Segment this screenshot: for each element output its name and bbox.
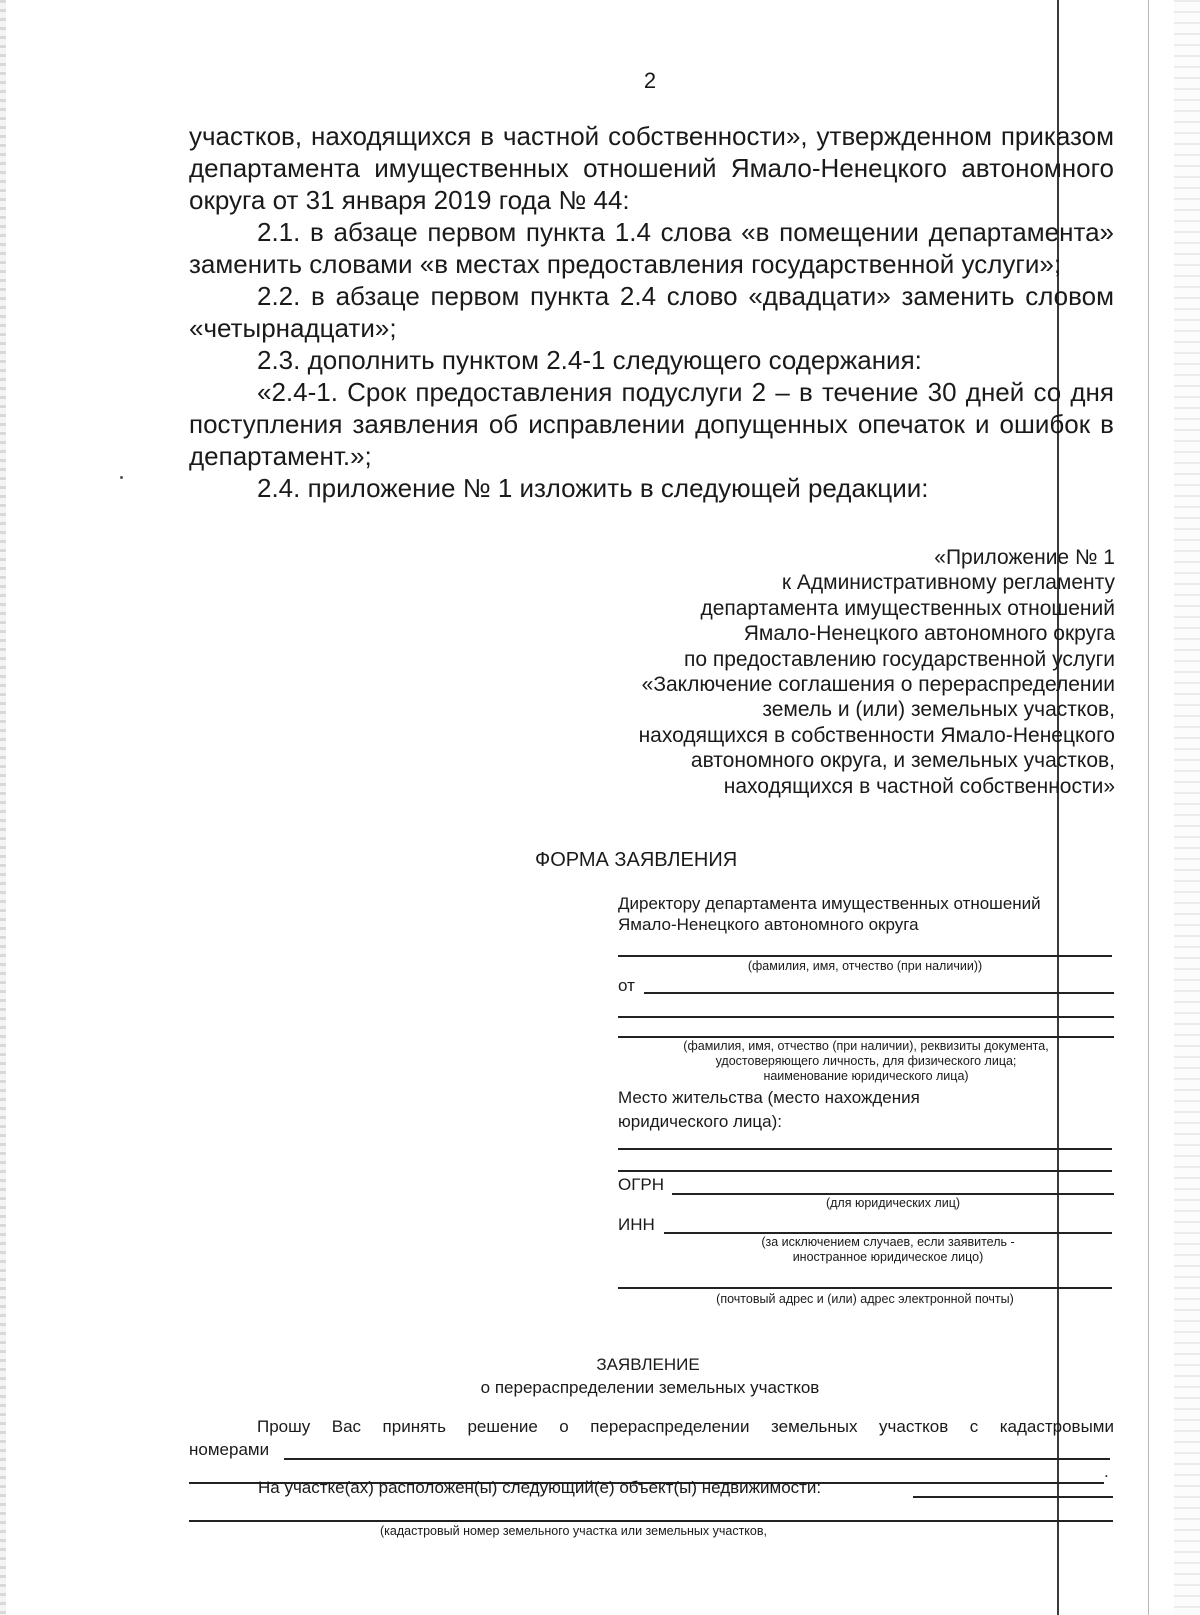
page-number: 2 [643,68,657,93]
applicant-caption-line-1: (фамилия, имя, отчество (при наличии), реквизиты документа, [683,1039,1049,1053]
appendix-heading [560,545,1115,799]
appendix-line: земель и (или) земельных участков, [762,698,1115,722]
inn-caption-line-1: (за исключением случаев, если заявитель - [761,1235,1015,1249]
address-caption: (почтовый адрес и (или) адрес электронной почты) [716,1292,1014,1306]
applicant-field-line-3[interactable] [618,1036,1114,1038]
cadastral-caption: (кадастровый номер земельного участка или земельных участков, [380,1524,767,1538]
appendix-line: находящихся в собственности Ямало-Ненецкого [638,723,1115,747]
appendix-line: находящихся в частной собственности» [723,774,1115,798]
residence-field-line-2[interactable] [618,1170,1112,1172]
ogrn-label: ОГРН [618,1175,665,1194]
appendix-line: к Административному регламенту [781,571,1115,595]
period-mark: . [1104,1462,1109,1481]
form-title: ФОРМА ЗАЯВЛЕНИЯ [535,849,738,871]
appendix-line: департамента имущественных отношений [700,596,1115,620]
numbers-label: номерами [189,1440,270,1459]
addressee-line-1: Директору департамента имущественных отношений [618,894,1041,913]
inn-label: ИНН [618,1215,655,1234]
applicant-caption [618,1039,1114,1084]
paragraph-2-3: 2.3. дополнить пунктом 2.4-1 следующего содержания: [257,345,922,375]
inn-field-line[interactable] [664,1232,1112,1234]
statement-subtitle: о перераспределении земельных участков [480,1378,820,1397]
paragraph-continuation: участков, находящихся в частной собственности», утвержденном приказом департамента имущественных отношений Ямало-Ненецкого автономного округа от 31 января 2019 года № 44: [189,121,1114,215]
objects-field-line-1[interactable] [913,1496,1113,1498]
appendix-line: «Заключение соглашения о перераспределении [641,673,1115,697]
objects-field-line-2[interactable] [189,1520,1113,1522]
ogrn-field-line[interactable] [672,1193,1114,1195]
residence-label-line-1: Место жительства (место нахождения [618,1088,920,1107]
residence-label [618,1086,1038,1134]
inn-caption-line-2: иностранное юридическое лицо) [792,1250,984,1264]
statement-title: ЗАЯВЛЕНИЕ [596,1355,700,1374]
appendix-line: автономного округа, и земельных участков, [690,749,1115,773]
paragraph-2-4: 2.4. приложение № 1 изложить в следующей редакции: [257,473,929,503]
request-line-1: Прошу Вас принять решение о перераспределении земельных участков с кадастровыми [257,1417,1114,1436]
applicant-caption-line-2: удостоверяющего личность, для физического лица; [715,1054,1017,1068]
scan-artifact-dot [120,476,123,479]
residence-label-line-2: юридического лица): [618,1112,783,1131]
addressee [618,893,1113,935]
paragraph-2-1: 2.1. в абзаце первом пункта 1.4 слова «в помещении департамента» заменить словами «в местах предоставления государственной услуги»; [189,217,1114,279]
fio-field-line[interactable] [618,955,1112,957]
appendix-line: Ямало-Ненецкого автономного округа [743,622,1115,646]
objects-label: На участке(ах) расположен(ы) следующий(е) объект(ы) недвижимости: [258,1478,822,1497]
cadastral-numbers-field-line[interactable] [284,1458,1110,1460]
fio-caption: (фамилия, имя, отчество (при наличии)) [747,959,983,973]
from-field-line[interactable] [644,992,1114,994]
appendix-line: «Приложение № 1 [934,546,1115,569]
inn-caption [664,1235,1112,1265]
from-label: от [618,976,635,995]
paragraph-2-4-1: «2.4-1. Срок предоставления подуслуги 2 – в течение 30 дней со дня поступления заявления об исправлении допущенных опечаток и ошибок в департамент.»; [189,377,1114,471]
paragraph-2-2: 2.2. в абзаце первом пункта 2.4 слово «двадцати» заменить словом «четырнадцати»; [189,281,1114,343]
address-field-line[interactable] [618,1287,1112,1289]
residence-field-line-1[interactable] [618,1148,1112,1150]
scan-edge-left [0,0,6,1615]
appendix-line: по предоставлению государственной услуги [683,647,1115,671]
addressee-line-2: Ямало-Ненецкого автономного округа [618,915,919,934]
ogrn-caption: (для юридических лиц) [825,1196,961,1210]
fold-line-secondary [1148,0,1149,1615]
applicant-field-line-2[interactable] [618,1016,1114,1018]
scan-edge-right [1174,0,1200,1615]
main-text [189,120,1114,504]
request-paragraph [189,1415,1114,1439]
applicant-caption-line-3: наименование юридического лица) [763,1069,969,1083]
